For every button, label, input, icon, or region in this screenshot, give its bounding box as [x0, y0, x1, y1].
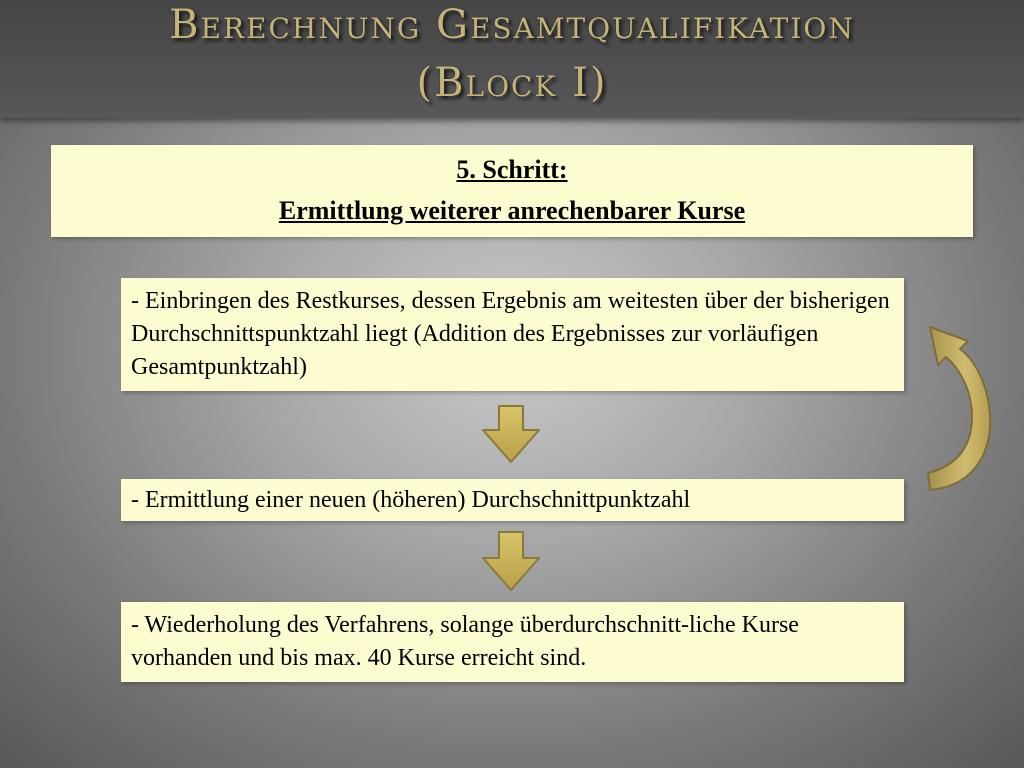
process-box-3: - Wiederholung des Verfahrens, solange überdurchschnitt-liche Kurse vorhanden und bis max. 40 Kurse erreicht sind.	[121, 602, 904, 682]
step-title: Ermittlung weiterer anrechenbarer Kurse	[278, 196, 746, 225]
curved-loop-arrow-icon	[920, 315, 1010, 510]
process-box-2: - Ermittlung einer neuen (höheren) Durchschnittpunktzahl	[121, 479, 904, 521]
down-arrow-icon	[481, 530, 541, 592]
slide-title-line-1: Berechnung Gesamtqualifikation	[169, 2, 855, 48]
step-header-box	[51, 145, 973, 237]
slide-title-bar	[0, 0, 1024, 118]
slide-title-line-2: (Block I)	[416, 60, 608, 106]
process-box-1: - Einbringen des Restkurses, dessen Ergebnis am weitesten über der bisherigen Durchschnittspunktzahl liegt (Addition des Ergebnisses zur vorläufigen Gesamtpunktzahl)	[121, 278, 904, 391]
step-number: 5. Schritt:	[456, 155, 568, 184]
down-arrow-icon	[481, 404, 541, 464]
